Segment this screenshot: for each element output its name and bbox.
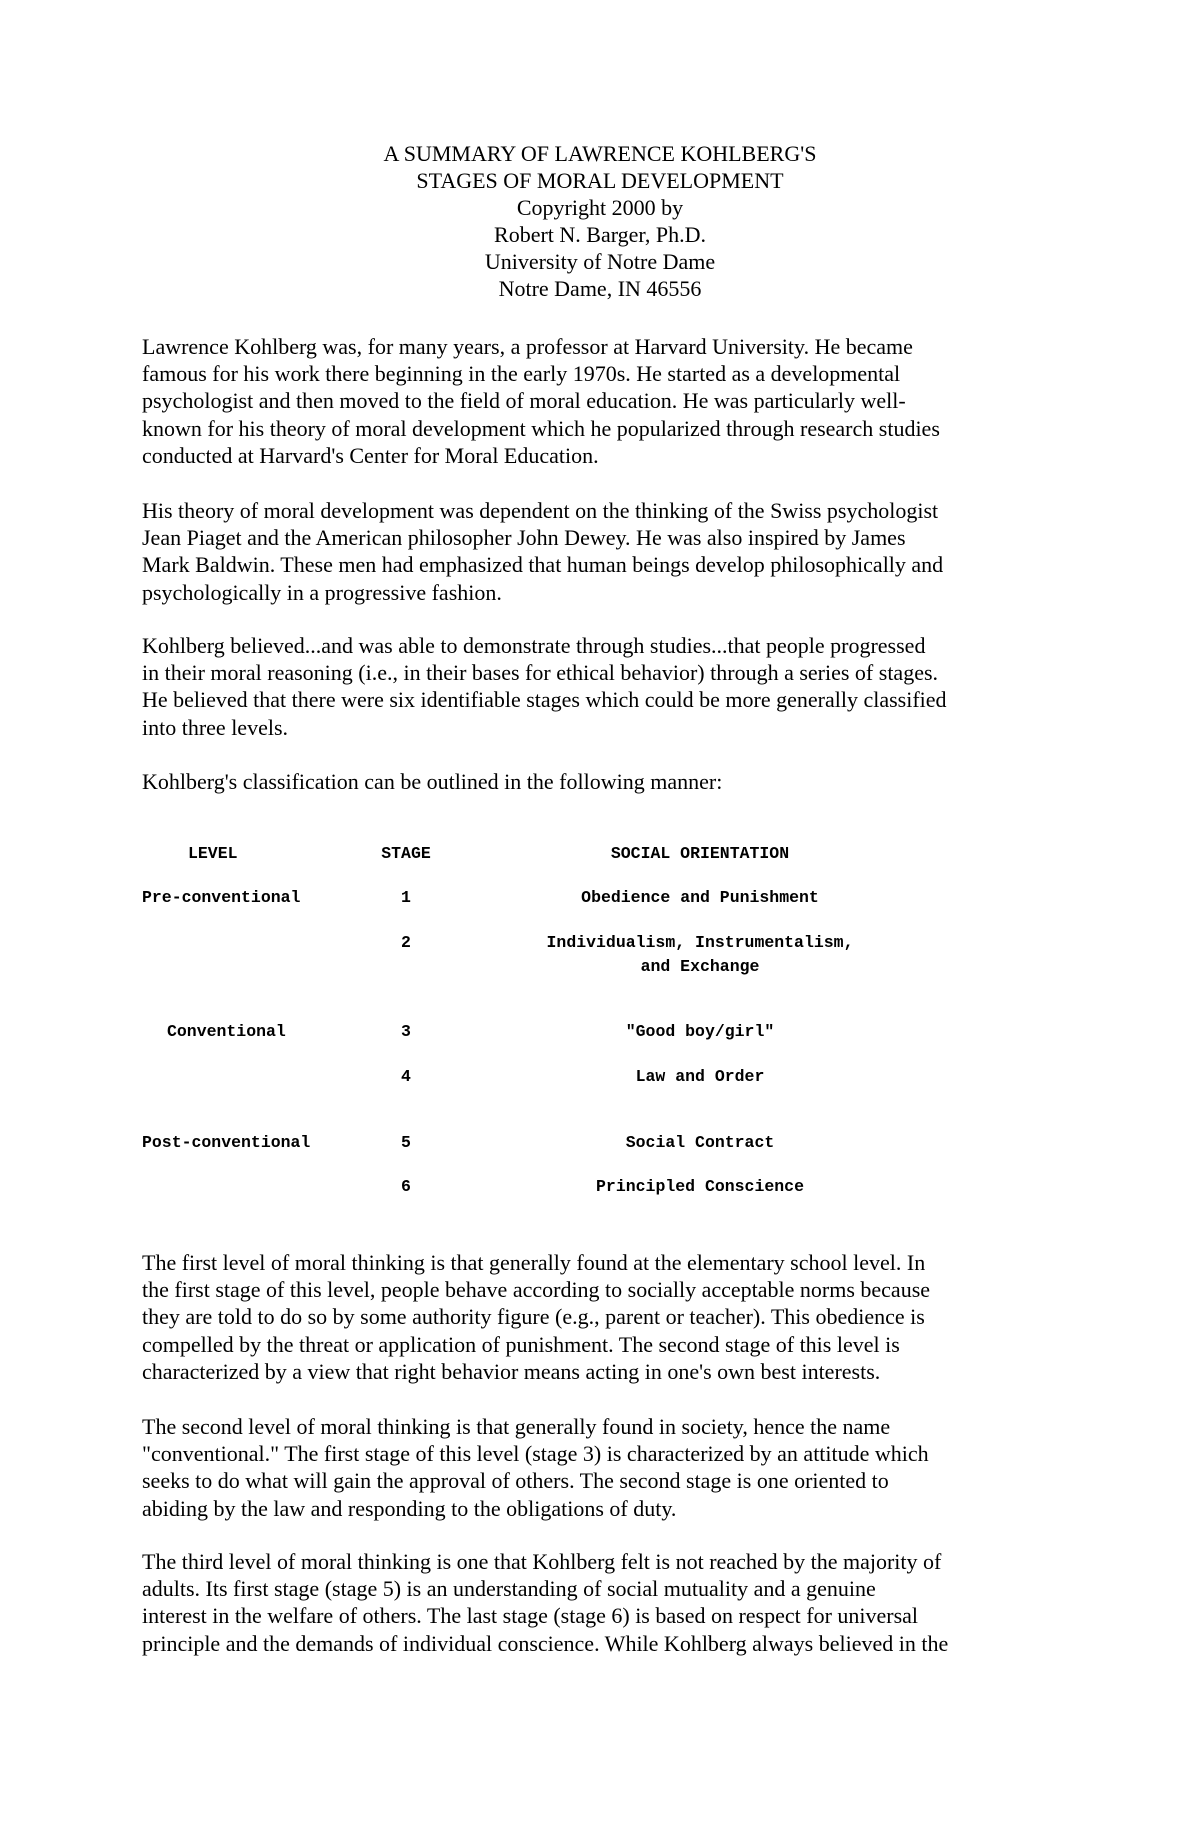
document-header bbox=[0, 140, 1200, 302]
paragraph-first-level: The first level of moral thinking is that generally found at the elementary school level. In the first stage of this level, people behave according to socially acceptable norms because they are told to do so by some authority figure (e.g., parent or teacher). This obedience is compelled by the threat or application of punishment. The second stage of this level is characterized by a view that right behavior means acting in one's own best interests. bbox=[142, 1250, 931, 1384]
table-orientation-1: Obedience and Punishment bbox=[581, 888, 819, 907]
table-header-level: LEVEL bbox=[188, 844, 238, 863]
title-line-2: STAGES OF MORAL DEVELOPMENT bbox=[416, 168, 784, 193]
table-orientation-2-cont: and Exchange bbox=[640, 957, 760, 976]
paragraph-stages-belief: Kohlberg believed...and was able to demonstrate through studies...that people progressed in their moral reasoning (i.e., in their bases for ethical behavior) through a series of stages. He believed that there were six identifiable stages which could be more generally classified into three levels. bbox=[142, 633, 947, 740]
title-line-1: A SUMMARY OF LAWRENCE KOHLBERG'S bbox=[383, 141, 817, 166]
table-orientation-4: Law and Order bbox=[635, 1067, 765, 1086]
table-orientation-2: Individualism, Instrumentalism, bbox=[546, 933, 854, 952]
table-level-preconventional: Pre-conventional bbox=[142, 888, 301, 907]
table-orientation-6: Principled Conscience bbox=[596, 1177, 804, 1196]
table-orientation-3: "Good boy/girl" bbox=[625, 1022, 775, 1041]
author-line: Robert N. Barger, Ph.D. bbox=[494, 222, 706, 247]
paragraph-second-level: The second level of moral thinking is that generally found in society, hence the name "conventional." The first stage of this level (stage 3) is characterized by an attitude which seeks to do what will gain the approval of others. The second stage is one oriented to abiding by the law and responding to the obligations of duty. bbox=[142, 1414, 929, 1521]
paragraph-influences: His theory of moral development was dependent on the thinking of the Swiss psychologist Jean Piaget and the American philosopher John Dewey. He was also inspired by James Mark Baldwin. These men had emphasized that human beings develop philosophically and psychologically in a progressive fashion. bbox=[142, 498, 944, 605]
institution-line: University of Notre Dame bbox=[484, 249, 716, 274]
table-header-orientation: SOCIAL ORIENTATION bbox=[610, 844, 790, 863]
document-page: A SUMMARY OF LAWRENCE KOHLBERG'S STAGES OF MORAL DEVELOPMENT Copyright 2000 by Robert N. Barger, Ph.D. University of Notre Dame Notre Dame, IN 46556 Lawrence Kohlberg was, for many years, a professor at Harvard University. He became famous for his work there beginning in the early 1970s. He started as a developmental psychologist and then moved to the field of moral education. He was particularly well- known for his theory of moral development which he popularized through research studies conducted at Harvard's Center for Moral Education. His theory of moral development was dependent on the thinking of the Swiss psychologist Jean Piaget and the American philosopher John Dewey. He was also inspired by James Mark Baldwin. These men had emphasized that human beings develop philosophically and psychologically in a progressive fashion. Kohlberg believed...and was able to demonstrate through studies...that people progressed in their moral reasoning (i.e., in their bases for ethical behavior) through a series of stages. He believed that there were six identifiable stages which could be more generally classified into three levels. Kohlberg's classification can be outlined in the following manner: LEVEL STAGE SOCIAL ORIENTATION Pre-conventional 1 Obedience and Punishment 2 Individualism, Instrumentalism, and Exchange Conventional 3 "Good boy/girl" 4 Law and Order Post-conventional 5 Social Contract 6 Principled Conscience The first level of moral thinking is that generally found at the elementary school level. In the first stage of this level, people behave according to socially acceptable norms because they are told to do so by some authority figure (e.g., parent or teacher). This obedience is compelled by the threat or application of punishment. The second stage of this level is characterized by a view that right behavior means acting in one's own best interests. The second level of moral thinking is that generally found in society, hence the name "conventional." The first stage of this level (stage 3) is characterized by an attitude which seeks to do what will gain the approval of others. The second stage is one oriented to abiding by the law and responding to the obligations of duty. The third level of moral thinking is one that Kohlberg felt is not reached by the majority of adults. Its first stage (stage 5) is an understanding of social mutuality and a genuine interest in the welfare of others. The last stage (stage 6) is based on respect for universal principle and the demands of individual conscience. While Kohlberg always believed in the bbox=[0, 0, 1200, 1835]
paragraph-intro: Lawrence Kohlberg was, for many years, a professor at Harvard University. He became famous for his work there beginning in the early 1970s. He started as a developmental psychologist and then moved to the field of moral education. He was particularly well- known for his theory of moral development which he popularized through research studies conducted at Harvard's Center for Moral Education. bbox=[142, 334, 940, 468]
paragraph-classification: Kohlberg's classification can be outlined in the following manner: bbox=[142, 769, 723, 794]
paragraph-third-level: The third level of moral thinking is one that Kohlberg felt is not reached by the majority of adults. Its first stage (stage 5) is an understanding of social mutuality and a genuine interest in the welfare of others. The last stage (stage 6) is based on respect for universal principle and the demands of individual conscience. While Kohlberg always believed in the bbox=[142, 1549, 949, 1656]
table-level-postconventional: Post-conventional bbox=[142, 1133, 311, 1152]
table-orientation-5: Social Contract bbox=[625, 1133, 775, 1152]
table-level-conventional: Conventional bbox=[167, 1022, 286, 1041]
copyright-line: Copyright 2000 by bbox=[516, 195, 684, 220]
address-line: Notre Dame, IN 46556 bbox=[498, 276, 702, 301]
